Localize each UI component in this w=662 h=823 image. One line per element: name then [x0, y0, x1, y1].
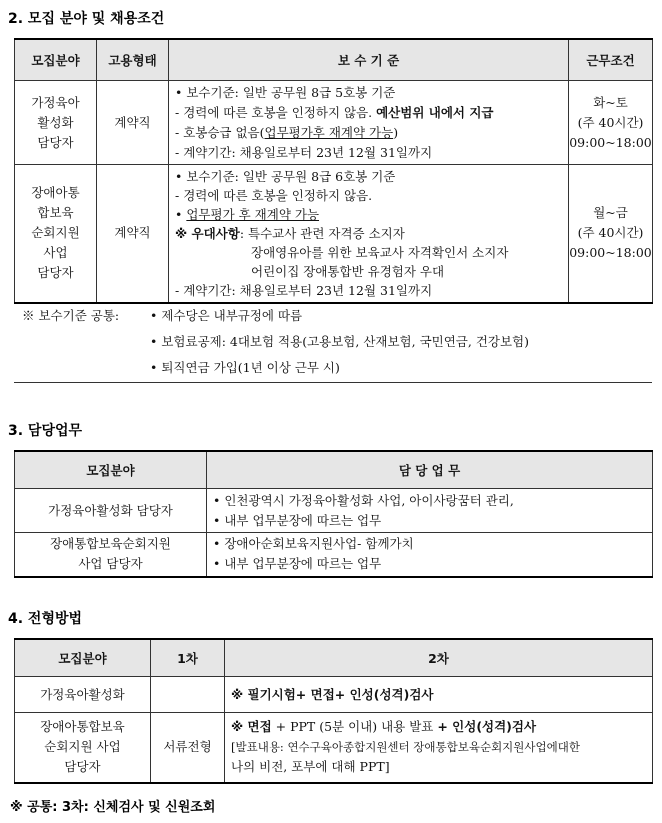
table-row — [15, 489, 653, 533]
header-field: 모집분야 — [15, 451, 207, 489]
header-field: 모집분야 — [15, 39, 97, 81]
table-row — [15, 533, 653, 577]
table-row — [15, 81, 653, 165]
first-round-cell — [151, 677, 225, 713]
table-row — [15, 677, 653, 713]
duties-cell: • 장애아순회보육지원사업- 함께가치 • 내부 업무분장에 따르는 업무 — [207, 533, 653, 577]
header-field: 모집분야 — [15, 639, 151, 677]
header-duties: 담 당 업 무 — [207, 451, 653, 489]
table-row — [15, 713, 653, 783]
section-3-title: 3. 담당업무 — [8, 423, 83, 439]
table-row — [15, 165, 653, 303]
section-4-title: 4. 전형방법 — [8, 611, 83, 627]
table-header-row — [15, 39, 653, 81]
first-round-cell: 서류전형 — [151, 713, 225, 783]
selection-method-table — [14, 638, 653, 784]
condition-cell: 월~금 (주 40시간) 09:00~18:00 — [569, 165, 653, 303]
type-cell: 계약직 — [97, 165, 169, 303]
table-header-row — [15, 639, 653, 677]
second-round-cell: ※ 면접 + PPT (5분 이내) 내용 발표 + 인성(성격)검사 [발표내용: 연수구육아종합지원센터 장애통합보육순회지원사업에대한 나의 비전, 포부에 대해 PPT] — [225, 713, 653, 783]
field-cell: 가정육아 활성화 담당자 — [15, 81, 97, 165]
field-cell: 장애아통 합보육 순회지원 사업 담당자 — [15, 165, 97, 303]
duties-cell: • 인천광역시 가정육아활성화 사업, 아이사랑꿈터 관리, • 내부 업무분장에 따르는 업무 — [207, 489, 653, 533]
field-cell: 장애통합보육순회지원 사업 담당자 — [15, 533, 207, 577]
pay-cell: • 보수기준: 일반 공무원 8급 6호봉 기준 - 경력에 따른 호봉을 인정하지 않음. • 업무평가 후 재계약 가능 ※ 우대사항: 특수교사 관련 자격증 소지자 장애영유아를 위한 보육교사 자격확인서 소지자 어린이집 장애통합반 유경험자 우대 - 계약기간: 채용일로부터 23년 12월 31일까지 — [169, 165, 569, 303]
header-work-condition: 근무조건 — [569, 39, 653, 81]
field-cell: 장애아통합보육 순회지원 사업 담당자 — [15, 713, 151, 783]
header-first-round: 1차 — [151, 639, 225, 677]
field-cell: 가정육아활성화 담당자 — [15, 489, 207, 533]
duties-table — [14, 450, 653, 578]
header-second-round: 2차 — [225, 639, 653, 677]
header-employment-type: 고용형태 — [97, 39, 169, 81]
field-cell: 가정육아활성화 — [15, 677, 151, 713]
pay-cell: • 보수기준: 일반 공무원 8급 5호봉 기준 - 경력에 따른 호봉을 인정하지 않음. 예산범위 내에서 지급 - 호봉승급 없음(업무평가후 재계약 가능) - 계약기간: 채용일로부터 23년 12월 31일까지 — [169, 81, 569, 165]
header-pay-standard: 보 수 기 준 — [169, 39, 569, 81]
type-cell: 계약직 — [97, 81, 169, 165]
condition-cell: 화~토 (주 40시간) 09:00~18:00 — [569, 81, 653, 165]
table-header-row — [15, 451, 653, 489]
recruitment-conditions-table — [14, 38, 653, 304]
second-round-cell: ※ 필기시험+ 면접+ 인성(성격)검사 — [225, 677, 653, 713]
section-2-title: 2. 모집 분야 및 채용조건 — [8, 11, 165, 27]
common-footer-note: ※ 공통: 3차: 신체검사 및 신원조회 — [10, 800, 216, 815]
pay-common-note: ※ 보수기준 공통: • 제수당은 내부규정에 따름 • 보험료공제: 4대보험 적용(고용보험, 산재보험, 국민연금, 건강보험) • 퇴직연금 가입(1년 이상 근무 시) — [14, 302, 652, 383]
